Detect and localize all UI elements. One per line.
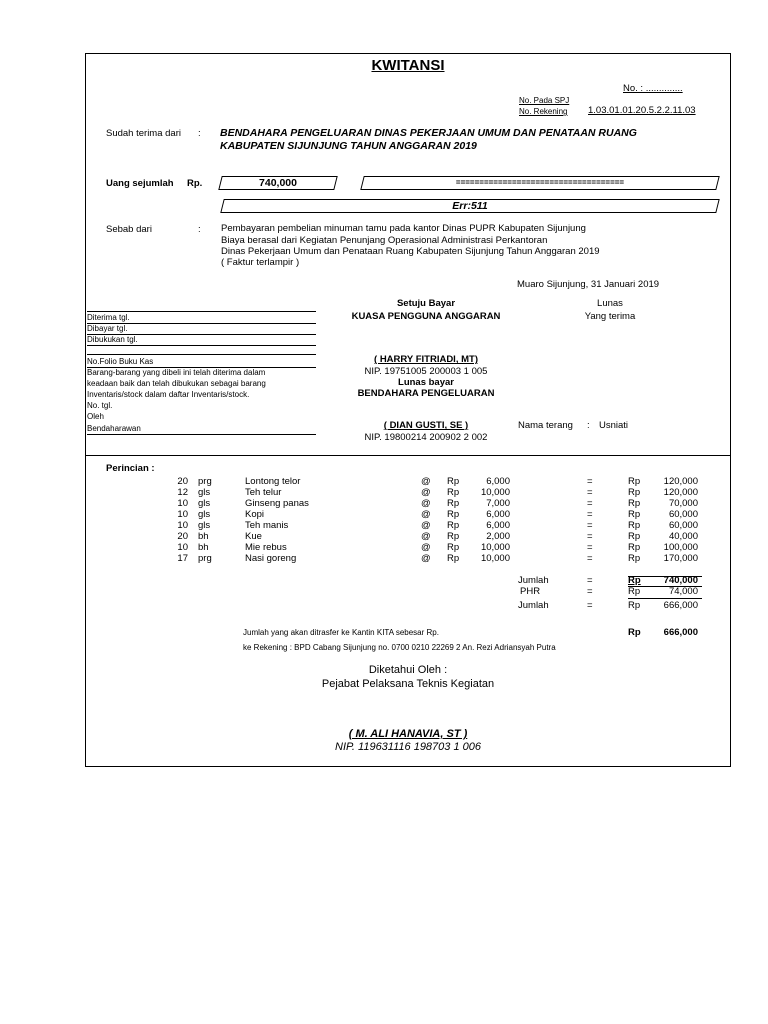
- item-qty: 10: [177, 498, 188, 509]
- item-price: 10,000: [480, 487, 510, 498]
- inventory-note: Inventaris/stock dalam daftar Inventaris/stock.: [87, 390, 250, 399]
- equals-sign: =: [587, 542, 593, 553]
- tax-value: 74,000: [668, 586, 698, 597]
- place-date: Muaro Sijunjung, 31 Januari 2019: [517, 279, 660, 290]
- reason-line: Biaya berasal dari Kegiatan Penunjang Operasional Administrasi Perkantoran: [221, 235, 548, 246]
- equals-sign: =: [587, 520, 593, 531]
- item-name: Teh manis: [245, 520, 289, 531]
- reason-line: ( Faktur terlampir ): [221, 257, 300, 268]
- divider: [87, 354, 316, 355]
- at-sign: @: [421, 520, 431, 531]
- net-sum-currency: Rp: [628, 600, 641, 611]
- no-tgl-label: No. tgl.: [87, 401, 113, 410]
- at-sign: @: [421, 542, 431, 553]
- inventory-note: keadaan baik dan telah dibukukan sebagai barang: [87, 379, 266, 388]
- item-currency: Rp: [447, 553, 460, 564]
- equals-sign: =: [587, 498, 593, 509]
- item-price: 10,000: [480, 542, 510, 553]
- item-total: 100,000: [663, 542, 698, 553]
- oleh-label: Oleh: [87, 412, 104, 421]
- item-currency: Rp: [447, 498, 460, 509]
- acknowledged-label: Diketahui Oleh :: [368, 664, 448, 676]
- item-currency: Rp: [447, 542, 460, 553]
- official-nip: NIP. 119631116 198703 1 006: [335, 741, 481, 753]
- tax-currency: Rp: [628, 586, 641, 597]
- lunas-label: Lunas: [597, 298, 623, 309]
- item-name: Kue: [245, 531, 262, 542]
- amount-label: Uang sejumlah: [106, 178, 174, 189]
- reason-line: Dinas Pekerjaan Umum dan Penataan Ruang Kabupaten Sijunjung Tahun Anggaran 2019: [221, 246, 600, 257]
- total-currency: Rp: [628, 542, 641, 553]
- total-currency: Rp: [628, 553, 641, 564]
- net-sum-value: 666,000: [663, 600, 698, 611]
- item-currency: Rp: [447, 487, 460, 498]
- item-price: 6,000: [486, 520, 510, 531]
- divider: [87, 311, 316, 312]
- item-unit: prg: [198, 553, 212, 564]
- reason-line: Pembayaran pembelian minuman tamu pada kantor Dinas PUPR Kabupaten Sijunjung: [221, 223, 586, 234]
- item-unit: gls: [198, 509, 211, 520]
- net-sum-equals: =: [587, 600, 593, 611]
- receiver-label: Yang terima: [584, 311, 636, 322]
- divider: [87, 345, 316, 346]
- divider: [87, 434, 316, 435]
- kpa-title: KUASA PENGGUNA ANGGARAN: [351, 311, 501, 322]
- received-from-line2: KABUPATEN SIJUNJUNG TAHUN ANGGARAN 2019: [220, 140, 477, 152]
- treasurer-nip: NIP. 19800214 200902 2 002: [364, 432, 488, 443]
- official-name: ( M. ALI HANAVIA, ST ): [348, 728, 468, 740]
- amount-value: 740,000: [259, 177, 297, 189]
- item-unit: gls: [198, 487, 211, 498]
- no-rekening-value: 1.03.01.01.20.5.2.2.11.03: [588, 105, 696, 116]
- at-sign: @: [421, 498, 431, 509]
- transfer-note: Jumlah yang akan ditrasfer ke Kantin KITA sebesar Rp.: [243, 628, 439, 637]
- item-currency: Rp: [447, 520, 460, 531]
- kpa-name: ( HARRY FITRIADI, MT): [374, 354, 478, 365]
- total-currency: Rp: [628, 520, 641, 531]
- net-sum-label: Jumlah: [518, 600, 549, 611]
- item-price: 6,000: [486, 509, 510, 520]
- item-total: 170,000: [663, 553, 698, 564]
- item-total: 40,000: [668, 531, 698, 542]
- divider: [628, 598, 702, 599]
- booked-date-label: Dibukukan tgl.: [87, 335, 138, 344]
- equals-sign: =: [587, 553, 593, 564]
- item-total: 60,000: [668, 520, 698, 531]
- at-sign: @: [421, 531, 431, 542]
- total-currency: Rp: [628, 531, 641, 542]
- paid-off-label: Lunas bayar: [398, 377, 454, 388]
- item-name: Kopi: [245, 509, 265, 520]
- item-name: Ginseng panas: [245, 498, 309, 509]
- total-currency: Rp: [628, 509, 641, 520]
- item-price: 2,000: [486, 531, 510, 542]
- item-qty: 20: [177, 476, 188, 487]
- item-name: Lontong telor: [245, 476, 301, 487]
- item-price: 7,000: [486, 498, 510, 509]
- at-sign: @: [421, 487, 431, 498]
- paid-date-label: Dibayar tgl.: [87, 324, 128, 333]
- sum-value: 740,000: [663, 575, 698, 586]
- item-qty: 10: [177, 509, 188, 520]
- item-total: 120,000: [663, 476, 698, 487]
- treasurer-name: ( DIAN GUSTI, SE ): [383, 420, 469, 431]
- total-currency: Rp: [628, 498, 641, 509]
- transfer-value: 666,000: [663, 627, 698, 638]
- item-name: Nasi goreng: [245, 553, 297, 564]
- item-qty: 10: [177, 520, 188, 531]
- sum-label: Jumlah: [518, 575, 549, 586]
- received-date-label: Diterima tgl.: [87, 313, 130, 322]
- approve-label: Setuju Bayar: [396, 298, 456, 309]
- at-sign: @: [421, 509, 431, 520]
- item-unit: prg: [198, 476, 212, 487]
- item-unit: bh: [198, 531, 209, 542]
- received-from-label: Sudah terima dari: [106, 128, 181, 139]
- item-total: 60,000: [668, 509, 698, 520]
- page-title: KWITANSI: [371, 57, 445, 74]
- item-currency: Rp: [447, 476, 460, 487]
- error-value: Err:511: [452, 200, 488, 212]
- inventory-note: Barang-barang yang dibeli ini telah diterima dalam: [87, 368, 266, 377]
- bank-account: ke Rekening : BPD Cabang Sijunjung no. 0700 0210 22269 2 An. Rezi Adriansyah Putra: [243, 643, 556, 652]
- received-from-line1: BENDAHARA PENGELUARAN DINAS PEKERJAAN UMUM DAN PENATAAN RUANG: [220, 127, 637, 139]
- sum-currency: Rp: [628, 575, 641, 586]
- reason-label: Sebab dari: [106, 224, 152, 235]
- item-currency: Rp: [447, 531, 460, 542]
- total-currency: Rp: [628, 487, 641, 498]
- official-title: Pejabat Pelaksana Teknis Kegiatan: [321, 678, 495, 690]
- equals-sign: =: [587, 531, 593, 542]
- item-total: 120,000: [663, 487, 698, 498]
- kpa-nip: NIP. 19751005 200003 1 005: [364, 366, 488, 377]
- no-rekening-label: No. Rekening: [519, 107, 568, 116]
- amount-words: ====================================: [455, 178, 625, 187]
- no-pada-spj-label: No. Pada SPJ: [519, 96, 570, 105]
- item-qty: 20: [177, 531, 188, 542]
- at-sign: @: [421, 553, 431, 564]
- tax-label: PHR: [520, 586, 541, 597]
- equals-sign: =: [587, 476, 593, 487]
- item-qty: 17: [177, 553, 188, 564]
- tax-equals: =: [587, 586, 593, 597]
- item-price: 6,000: [486, 476, 510, 487]
- treasurer-label: Bendaharawan: [87, 424, 141, 433]
- item-currency: Rp: [447, 509, 460, 520]
- item-name: Mie rebus: [245, 542, 287, 553]
- item-total: 70,000: [668, 498, 698, 509]
- equals-sign: =: [587, 509, 593, 520]
- folio-label: No.Folio Buku Kas: [87, 357, 154, 366]
- reason-colon: :: [198, 224, 201, 235]
- treasurer-title: BENDAHARA PENGELUARAN: [357, 388, 495, 399]
- receiver-name: Usniati: [599, 420, 629, 431]
- item-name: Teh telur: [245, 487, 282, 498]
- item-unit: bh: [198, 542, 209, 553]
- transfer-currency: Rp: [628, 627, 641, 638]
- item-price: 10,000: [480, 553, 510, 564]
- divider: [628, 576, 702, 577]
- item-qty: 10: [177, 542, 188, 553]
- item-unit: gls: [198, 520, 211, 531]
- amount-currency: Rp.: [187, 178, 203, 189]
- total-currency: Rp: [628, 476, 641, 487]
- clear-name-colon: :: [587, 420, 590, 431]
- sum-equals: =: [587, 575, 593, 586]
- at-sign: @: [421, 476, 431, 487]
- item-unit: gls: [198, 498, 211, 509]
- details-label: Perincian :: [106, 463, 155, 474]
- equals-sign: =: [587, 487, 593, 498]
- clear-name-label: Nama terang: [518, 420, 573, 431]
- received-colon: :: [198, 128, 201, 139]
- receipt-number: No. : ..............: [623, 83, 683, 94]
- section-divider: [85, 455, 731, 456]
- item-qty: 12: [177, 487, 188, 498]
